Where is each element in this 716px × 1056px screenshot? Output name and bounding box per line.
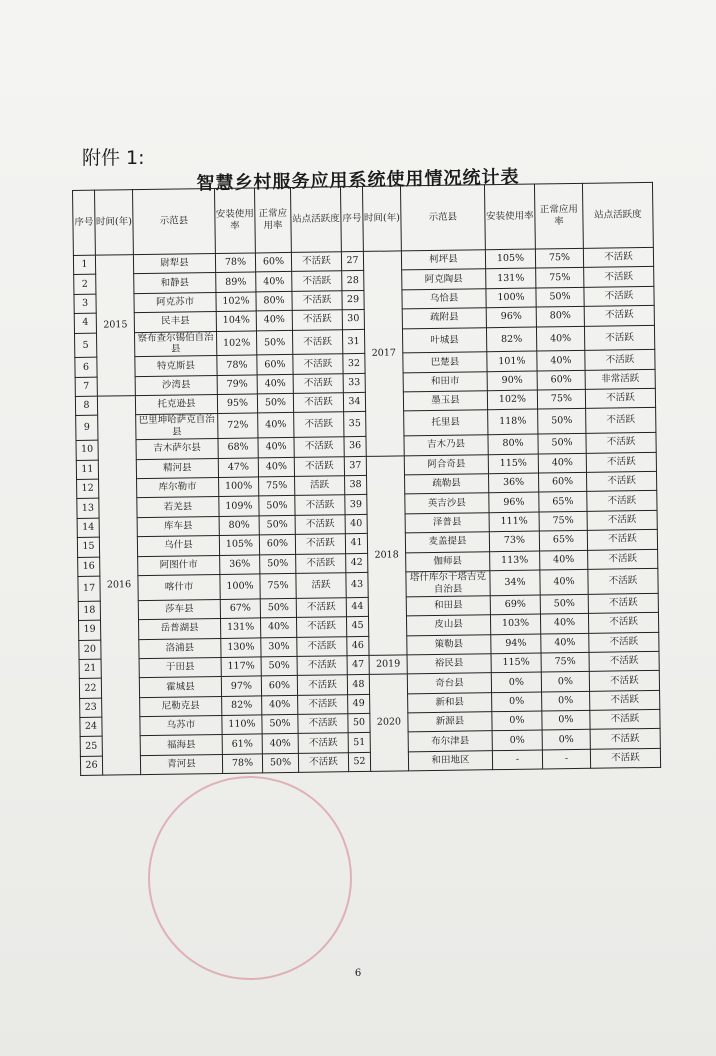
left-install-rate-cell: 36% <box>220 554 260 574</box>
left-seq-cell: 12 <box>77 479 99 499</box>
left-normal-rate-cell: 40% <box>260 618 296 638</box>
right-activity-cell: 不活跃 <box>586 471 656 491</box>
right-install-rate-cell: 111% <box>489 512 539 532</box>
left-install-rate-cell: 131% <box>220 618 260 638</box>
left-install-rate-cell: 67% <box>220 599 260 619</box>
statistics-table <box>72 182 661 776</box>
right-install-rate-cell: 0% <box>492 711 542 731</box>
header-seq: 序号 <box>73 190 96 255</box>
left-install-rate-cell: 117% <box>221 657 261 677</box>
left-activity-cell: 不活跃 <box>294 412 344 437</box>
right-normal-rate-cell: 50% <box>536 287 584 307</box>
left-normal-rate-cell: 60% <box>259 535 295 555</box>
right-install-rate-cell: 115% <box>488 454 538 474</box>
left-normal-rate-cell: 50% <box>257 394 293 414</box>
left-county-cell: 阿克苏市 <box>134 292 216 313</box>
right-install-rate-cell: 34% <box>490 570 540 595</box>
right-normal-rate-cell: 0% <box>542 730 590 750</box>
right-install-rate-cell: 73% <box>489 531 539 551</box>
left-normal-rate-cell: 40% <box>256 311 292 331</box>
right-normal-rate-cell: 60% <box>538 472 586 492</box>
right-install-rate-cell: 113% <box>490 551 540 571</box>
right-activity-cell: 不活跃 <box>589 651 659 671</box>
right-seq-cell: 52 <box>348 752 370 772</box>
right-normal-rate-cell: 50% <box>540 594 588 614</box>
right-seq-cell: 39 <box>345 495 367 515</box>
right-seq-cell: 37 <box>344 456 366 476</box>
header-seq: 序号 <box>340 186 363 251</box>
right-seq-cell: 33 <box>343 373 365 393</box>
right-seq-cell: 27 <box>341 251 363 271</box>
right-normal-rate-cell: 40% <box>536 326 584 351</box>
right-normal-rate-cell: 80% <box>536 307 584 327</box>
left-activity-cell: 不活跃 <box>295 534 345 554</box>
left-install-rate-cell: 110% <box>222 715 262 735</box>
right-year-cell: 2020 <box>369 674 408 771</box>
right-county-cell: 伽师县 <box>406 551 490 572</box>
header-year: 时间(年) <box>362 186 401 252</box>
left-county-cell: 和静县 <box>134 273 216 294</box>
left-normal-rate-cell: 50% <box>262 714 298 734</box>
header-activity: 站点活跃度 <box>582 182 653 248</box>
right-activity-cell: 不活跃 <box>587 530 657 550</box>
right-install-rate-cell: 118% <box>488 410 538 435</box>
left-county-cell: 于田县 <box>139 657 221 678</box>
left-install-rate-cell: 89% <box>216 272 256 292</box>
right-county-cell: 柯坪县 <box>401 250 485 271</box>
right-year-cell: 2019 <box>369 655 407 675</box>
right-activity-cell: 不活跃 <box>586 433 656 453</box>
left-activity-cell: 不活跃 <box>297 636 347 656</box>
left-activity-cell: 不活跃 <box>294 437 344 457</box>
left-normal-rate-cell: 60% <box>255 252 291 272</box>
right-normal-rate-cell: 60% <box>537 370 585 390</box>
left-install-rate-cell: 109% <box>219 496 259 516</box>
right-county-cell: 麦盖提县 <box>405 532 489 553</box>
right-install-rate-cell: 94% <box>491 633 541 653</box>
right-activity-cell: 不活跃 <box>588 612 658 632</box>
right-normal-rate-cell: 40% <box>540 613 588 633</box>
left-seq-cell: 8 <box>75 396 97 416</box>
right-install-rate-cell: - <box>492 750 542 770</box>
left-activity-cell: 不活跃 <box>293 393 343 413</box>
left-normal-rate-cell: 40% <box>258 457 294 477</box>
right-county-cell: 皮山县 <box>406 615 490 636</box>
header-county: 示范县 <box>133 189 216 255</box>
left-county-cell: 青河县 <box>140 754 222 775</box>
right-install-rate-cell: 101% <box>487 351 537 371</box>
header-normal-rate: 正常应用率 <box>254 187 291 252</box>
right-seq-cell: 47 <box>347 655 369 675</box>
left-activity-cell: 不活跃 <box>296 617 346 637</box>
right-county-cell: 乌恰县 <box>402 289 486 310</box>
left-install-rate-cell: 95% <box>217 394 257 414</box>
right-seq-cell: 46 <box>347 636 369 656</box>
left-county-cell: 吉木萨尔县 <box>136 439 218 460</box>
right-seq-cell: 28 <box>342 271 364 291</box>
left-county-cell: 喀什市 <box>138 574 220 600</box>
right-year-cell: 2018 <box>366 456 407 656</box>
left-normal-rate-cell: 50% <box>261 656 297 676</box>
right-install-rate-cell: 115% <box>491 653 541 673</box>
left-install-rate-cell: 102% <box>216 331 256 356</box>
left-seq-cell: 22 <box>79 678 101 698</box>
right-activity-cell: 不活跃 <box>586 408 656 434</box>
right-county-cell: 新和县 <box>408 692 492 713</box>
right-normal-rate-cell: 75% <box>535 248 583 268</box>
left-seq-cell: 17 <box>78 576 100 601</box>
left-county-cell: 托克逊县 <box>135 395 217 416</box>
right-install-rate-cell: 96% <box>489 492 539 512</box>
right-county-cell: 和田县 <box>406 595 490 616</box>
left-county-cell: 乌苏市 <box>140 716 222 737</box>
left-install-rate-cell: 104% <box>216 311 256 331</box>
header-install-rate: 安装使用率 <box>214 188 255 254</box>
right-activity-cell: 不活跃 <box>590 690 660 710</box>
left-install-rate-cell: 78% <box>217 355 257 375</box>
left-normal-rate-cell: 40% <box>258 438 294 458</box>
right-normal-rate-cell: 40% <box>540 550 588 570</box>
right-seq-cell: 35 <box>344 412 366 437</box>
right-install-rate-cell: 69% <box>490 595 540 615</box>
left-seq-cell: 14 <box>77 518 99 538</box>
right-activity-cell: 不活跃 <box>587 510 657 530</box>
left-county-cell: 巴里坤哈萨克自治县 <box>136 414 218 440</box>
left-activity-cell: 不活跃 <box>295 515 345 535</box>
right-seq-cell: 36 <box>344 437 366 457</box>
left-install-rate-cell: 80% <box>219 516 259 536</box>
left-county-cell: 洛浦县 <box>139 638 221 659</box>
right-activity-cell: 不活跃 <box>584 325 654 351</box>
left-install-rate-cell: 130% <box>221 637 261 657</box>
left-activity-cell: 不活跃 <box>293 354 343 374</box>
left-seq-cell: 23 <box>80 698 102 718</box>
left-normal-rate-cell: 50% <box>260 554 296 574</box>
right-activity-cell: 不活跃 <box>590 729 660 749</box>
left-county-cell: 福海县 <box>140 735 222 756</box>
right-seq-cell: 31 <box>342 329 364 354</box>
left-county-cell: 库尔勒市 <box>137 477 219 498</box>
left-normal-rate-cell: 50% <box>259 496 295 516</box>
right-county-cell: 墨玉县 <box>403 391 487 412</box>
right-install-rate-cell: 105% <box>485 249 535 269</box>
attachment-label: 附件 1: <box>82 147 145 169</box>
left-activity-cell: 不活跃 <box>298 753 348 773</box>
header-install-rate: 安装使用率 <box>484 184 535 250</box>
left-normal-rate-cell: 50% <box>262 753 298 773</box>
right-normal-rate-cell: 0% <box>541 672 589 692</box>
page-number: 6 <box>354 968 362 979</box>
left-county-cell: 库车县 <box>137 516 219 537</box>
right-county-cell: 阿合奇县 <box>404 454 488 475</box>
left-activity-cell: 不活跃 <box>292 271 342 291</box>
right-normal-rate-cell: 0% <box>542 691 590 711</box>
left-county-cell: 民丰县 <box>134 312 216 333</box>
left-seq-cell: 25 <box>80 737 102 757</box>
table-title: 智慧乡村服务应用系统使用情况统计表 <box>196 166 520 195</box>
right-install-rate-cell: 131% <box>486 268 536 288</box>
right-activity-cell: 不活跃 <box>585 350 655 370</box>
right-install-rate-cell: 103% <box>490 614 540 634</box>
right-county-cell: 疏附县 <box>402 308 486 329</box>
right-activity-cell: 不活跃 <box>587 491 657 511</box>
right-activity-cell: 不活跃 <box>585 388 655 408</box>
right-county-cell: 策勒县 <box>407 634 491 655</box>
left-install-rate-cell: 78% <box>215 253 255 273</box>
right-seq-cell: 30 <box>342 310 364 330</box>
right-activity-cell: 不活跃 <box>584 267 654 287</box>
left-activity-cell: 不活跃 <box>298 694 348 714</box>
right-county-cell: 新源县 <box>408 712 492 733</box>
left-seq-cell: 2 <box>74 275 96 295</box>
left-county-cell: 阿图什市 <box>138 555 220 576</box>
header-county: 示范县 <box>400 185 485 251</box>
right-seq-cell: 44 <box>346 597 368 617</box>
left-county-cell: 察布查尔锡伯自治县 <box>134 331 216 357</box>
left-county-cell: 精河县 <box>136 458 218 479</box>
right-activity-cell: 非常活跃 <box>585 369 655 389</box>
right-seq-cell: 42 <box>346 553 368 573</box>
header-row <box>73 182 654 255</box>
right-county-cell: 和田市 <box>403 371 487 392</box>
left-county-cell: 岳普湖县 <box>139 619 221 640</box>
left-seq-cell: 19 <box>79 620 101 640</box>
statistics-table-wrapper <box>72 182 660 776</box>
right-activity-cell: 不活跃 <box>588 568 658 594</box>
right-normal-rate-cell: 40% <box>537 351 585 371</box>
left-normal-rate-cell: 40% <box>262 695 298 715</box>
right-install-rate-cell: 80% <box>488 434 538 454</box>
right-seq-cell: 48 <box>347 675 369 695</box>
left-install-rate-cell: 79% <box>217 375 257 395</box>
left-normal-rate-cell: 60% <box>257 355 293 375</box>
right-install-rate-cell: 82% <box>486 327 536 352</box>
right-county-cell: 塔什库尔干塔吉克自治县 <box>406 571 490 597</box>
right-install-rate-cell: 102% <box>487 390 537 410</box>
right-normal-rate-cell: 50% <box>538 409 586 434</box>
right-normal-rate-cell: 65% <box>539 531 587 551</box>
left-install-rate-cell: 47% <box>218 458 258 478</box>
left-activity-cell: 活跃 <box>295 476 345 496</box>
right-install-rate-cell: 0% <box>492 692 542 712</box>
right-install-rate-cell: 0% <box>492 730 542 750</box>
left-county-cell: 尼勒克县 <box>140 696 222 717</box>
right-county-cell: 叶城县 <box>402 327 486 353</box>
right-seq-cell: 49 <box>348 694 370 714</box>
right-seq-cell: 51 <box>348 733 370 753</box>
left-install-rate-cell: 97% <box>221 676 261 696</box>
right-normal-rate-cell: 75% <box>536 268 584 288</box>
left-seq-cell: 13 <box>77 499 99 519</box>
left-activity-cell: 不活跃 <box>297 675 347 695</box>
left-seq-cell: 7 <box>75 377 97 397</box>
left-county-cell: 尉犁县 <box>133 254 215 275</box>
right-county-cell: 奇台县 <box>407 673 491 694</box>
left-install-rate-cell: 102% <box>216 292 256 312</box>
left-seq-cell: 10 <box>76 440 98 460</box>
left-normal-rate-cell: 40% <box>258 413 294 438</box>
left-normal-rate-cell: 80% <box>256 291 292 311</box>
left-seq-cell: 6 <box>75 357 97 377</box>
right-normal-rate-cell: 75% <box>539 511 587 531</box>
left-normal-rate-cell: 50% <box>256 330 292 355</box>
left-county-cell: 若羌县 <box>137 497 219 518</box>
left-county-cell: 沙湾县 <box>135 375 217 396</box>
left-normal-rate-cell: 50% <box>260 598 296 618</box>
right-normal-rate-cell: 40% <box>541 633 589 653</box>
right-seq-cell: 29 <box>342 290 364 310</box>
right-county-cell: 布尔津县 <box>408 731 492 752</box>
right-seq-cell: 34 <box>343 393 365 413</box>
left-install-rate-cell: 72% <box>218 413 258 438</box>
left-county-cell: 特克斯县 <box>135 356 217 377</box>
left-install-rate-cell: 78% <box>222 754 262 774</box>
left-seq-cell: 16 <box>78 557 100 577</box>
right-activity-cell: 不活跃 <box>589 671 659 691</box>
right-normal-rate-cell: 75% <box>541 652 589 672</box>
left-county-cell: 莎车县 <box>138 599 220 620</box>
right-county-cell: 英吉沙县 <box>405 493 489 514</box>
right-activity-cell: 不活跃 <box>584 286 654 306</box>
header-activity: 站点活跃度 <box>290 187 341 253</box>
right-county-cell: 裕民县 <box>407 654 491 675</box>
left-seq-cell: 4 <box>74 313 96 333</box>
left-seq-cell: 15 <box>77 537 99 557</box>
right-activity-cell: 不活跃 <box>589 632 659 652</box>
left-normal-rate-cell: 40% <box>256 272 292 292</box>
right-county-cell: 阿克陶县 <box>402 269 486 290</box>
right-seq-cell: 40 <box>345 514 367 534</box>
left-install-rate-cell: 68% <box>218 438 258 458</box>
left-normal-rate-cell: 40% <box>262 734 298 754</box>
left-activity-cell: 不活跃 <box>297 656 347 676</box>
left-activity-cell: 不活跃 <box>296 597 346 617</box>
right-year-cell: 2017 <box>363 251 404 456</box>
right-seq-cell: 50 <box>348 713 370 733</box>
left-seq-cell: 24 <box>80 717 102 737</box>
left-activity-cell: 不活跃 <box>294 456 344 476</box>
left-seq-cell: 3 <box>74 294 96 314</box>
left-activity-cell: 活跃 <box>296 573 346 598</box>
right-county-cell: 吉木乃县 <box>404 435 488 456</box>
left-activity-cell: 不活跃 <box>295 495 345 515</box>
right-normal-rate-cell: 50% <box>538 434 586 454</box>
left-install-rate-cell: 61% <box>222 734 262 754</box>
left-seq-cell: 21 <box>79 659 101 679</box>
right-activity-cell: 不活跃 <box>584 306 654 326</box>
left-activity-cell: 不活跃 <box>298 714 348 734</box>
right-county-cell: 巴楚县 <box>403 352 487 373</box>
right-install-rate-cell: 100% <box>486 288 536 308</box>
left-install-rate-cell: 100% <box>220 574 260 599</box>
left-seq-cell: 1 <box>73 255 95 275</box>
left-activity-cell: 不活跃 <box>293 373 343 393</box>
left-install-rate-cell: 82% <box>222 696 262 716</box>
right-normal-rate-cell: 75% <box>537 389 585 409</box>
left-normal-rate-cell: 50% <box>259 515 295 535</box>
left-seq-cell: 26 <box>80 756 102 776</box>
left-seq-cell: 5 <box>74 333 96 358</box>
right-county-cell: 疏勒县 <box>405 474 489 495</box>
left-install-rate-cell: 105% <box>219 535 259 555</box>
table-body <box>73 247 660 775</box>
left-normal-rate-cell: 40% <box>257 374 293 394</box>
right-seq-cell: 32 <box>343 354 365 374</box>
right-normal-rate-cell: 40% <box>538 453 586 473</box>
left-year-cell: 2015 <box>95 255 135 397</box>
left-activity-cell: 不活跃 <box>292 329 342 354</box>
right-seq-cell: 41 <box>345 534 367 554</box>
right-install-rate-cell: 90% <box>487 371 537 391</box>
left-normal-rate-cell: 75% <box>259 476 295 496</box>
left-activity-cell: 不活跃 <box>298 733 348 753</box>
right-seq-cell: 45 <box>346 617 368 637</box>
left-seq-cell: 18 <box>78 601 100 621</box>
left-seq-cell: 9 <box>76 416 98 441</box>
right-normal-rate-cell: 40% <box>540 569 588 594</box>
right-install-rate-cell: 96% <box>486 307 536 327</box>
right-activity-cell: 不活跃 <box>590 748 660 768</box>
right-normal-rate-cell: 0% <box>542 710 590 730</box>
right-activity-cell: 不活跃 <box>586 452 656 472</box>
right-install-rate-cell: 36% <box>489 473 539 493</box>
right-county-cell: 托里县 <box>404 410 488 436</box>
left-activity-cell: 不活跃 <box>291 252 341 272</box>
right-county-cell: 泽普县 <box>405 513 489 534</box>
left-activity-cell: 不活跃 <box>296 553 346 573</box>
official-seal <box>148 776 352 980</box>
left-normal-rate-cell: 30% <box>261 637 297 657</box>
right-county-cell: 和田地区 <box>408 751 492 772</box>
left-activity-cell: 不活跃 <box>292 310 342 330</box>
right-normal-rate-cell: - <box>542 749 590 769</box>
right-activity-cell: 不活跃 <box>583 247 653 267</box>
left-county-cell: 乌什县 <box>137 536 219 557</box>
left-activity-cell: 不活跃 <box>292 291 342 311</box>
header-normal-rate: 正常应用率 <box>534 183 583 249</box>
left-seq-cell: 20 <box>79 640 101 660</box>
left-normal-rate-cell: 60% <box>261 676 297 696</box>
left-seq-cell: 11 <box>76 460 98 480</box>
right-install-rate-cell: 0% <box>491 672 541 692</box>
right-activity-cell: 不活跃 <box>590 709 660 729</box>
right-normal-rate-cell: 65% <box>539 492 587 512</box>
left-county-cell: 霍城县 <box>139 677 221 698</box>
left-normal-rate-cell: 75% <box>260 573 296 598</box>
right-activity-cell: 不活跃 <box>588 593 658 613</box>
left-install-rate-cell: 100% <box>219 477 259 497</box>
right-seq-cell: 43 <box>346 572 368 597</box>
header-year: 时间(年) <box>95 190 134 256</box>
left-year-cell: 2016 <box>97 396 140 776</box>
right-seq-cell: 38 <box>345 475 367 495</box>
right-activity-cell: 不活跃 <box>588 549 658 569</box>
